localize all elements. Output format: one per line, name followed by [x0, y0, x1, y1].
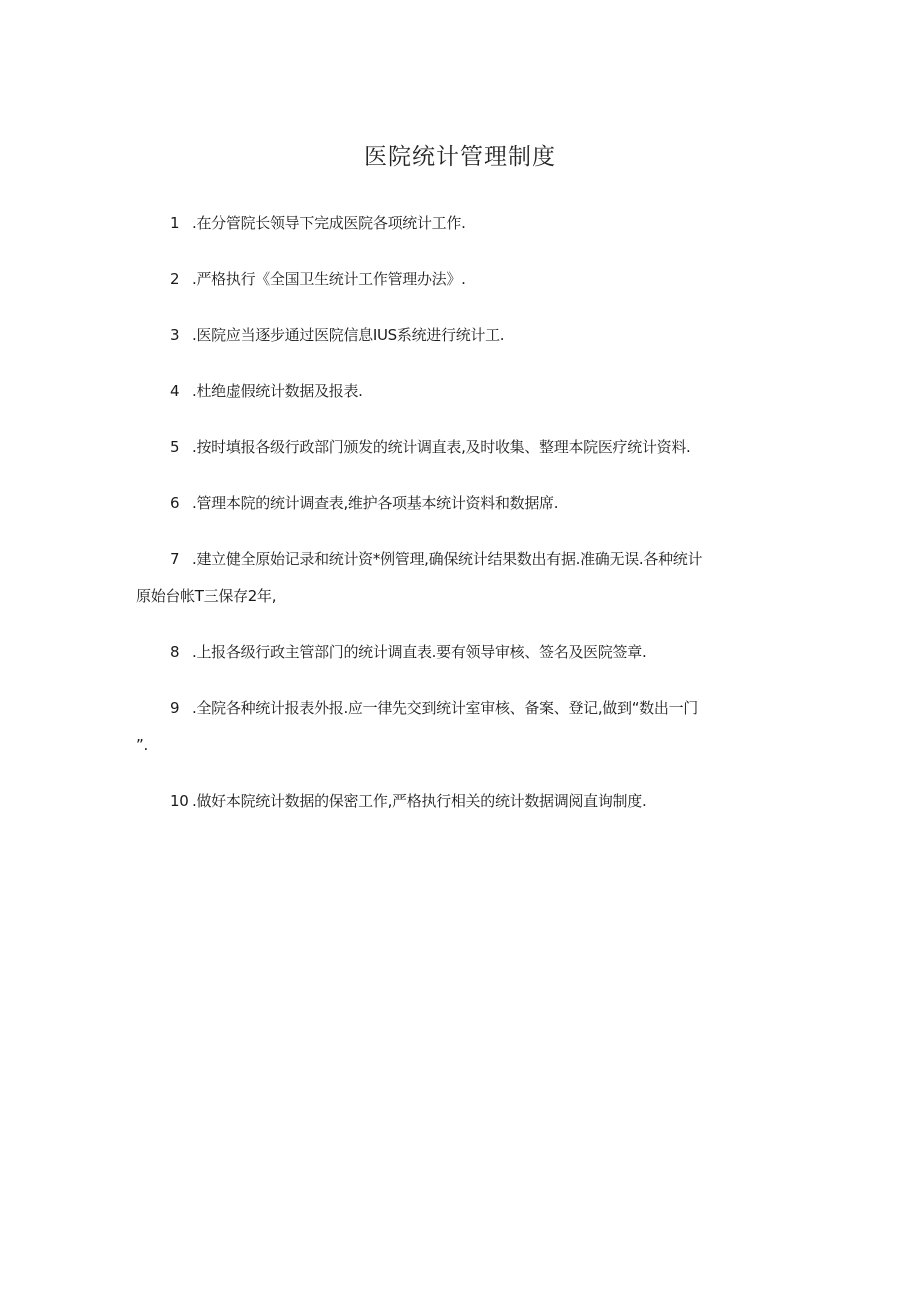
item-text: .在分管院长领导下完成医院各项统计工作.: [192, 214, 466, 232]
item-text: .全院各种统计报表外报.应一律先交到统计室审核、备案、登记,做到“数出一门: [192, 699, 698, 717]
item-number: 3: [170, 326, 180, 344]
item-number: 5: [170, 438, 180, 456]
item-text: .上报各级行政主管部门的统计调直表.要有领导审核、签名及医院签章.: [192, 643, 647, 661]
item-text-continuation: 原始台帐T三保存2年,: [136, 587, 277, 605]
list-item: [136, 790, 788, 812]
list-item: [136, 436, 788, 458]
item-text: .杜绝虚假统计数据及报表.: [192, 382, 363, 400]
item-text: .建立健全原始记录和统计资*例管理,确保统计结果数出有据.准确无误.各种统计: [192, 550, 703, 568]
item-number: 8: [170, 643, 180, 661]
page-title: 医院统计管理制度: [364, 144, 556, 170]
item-text: .管理本院的统计调查表,维护各项基本统计资料和数据席.: [192, 494, 559, 512]
item-number: 1: [170, 214, 180, 232]
item-number: 6: [170, 494, 180, 512]
item-text: .医院应当逐步通过医院信息IUS系统进行统计工.: [192, 326, 505, 344]
list-item: [136, 548, 788, 607]
list-item: [136, 380, 788, 402]
item-number: 2: [170, 270, 180, 288]
item-text-continuation: ”.: [136, 736, 148, 754]
regulation-list: [136, 212, 788, 846]
list-item: [136, 212, 788, 234]
list-item: [136, 492, 788, 514]
list-item: [136, 697, 788, 756]
item-text: .做好本院统计数据的保密工作,严格执行相关的统计数据调阅直询制度.: [192, 792, 647, 810]
list-item: [136, 324, 788, 346]
list-item: [136, 641, 788, 663]
item-number: 7: [170, 550, 180, 568]
item-number: 9: [170, 699, 180, 717]
item-text: .严格执行《全国卫生统计工作管理办法》.: [192, 270, 466, 288]
list-item: [136, 268, 788, 290]
item-number: 10: [170, 792, 189, 810]
item-text: .按时填报各级行政部门颁发的统计调直表,及时收集、整理本院医疗统计资料.: [192, 438, 691, 456]
item-number: 4: [170, 382, 180, 400]
